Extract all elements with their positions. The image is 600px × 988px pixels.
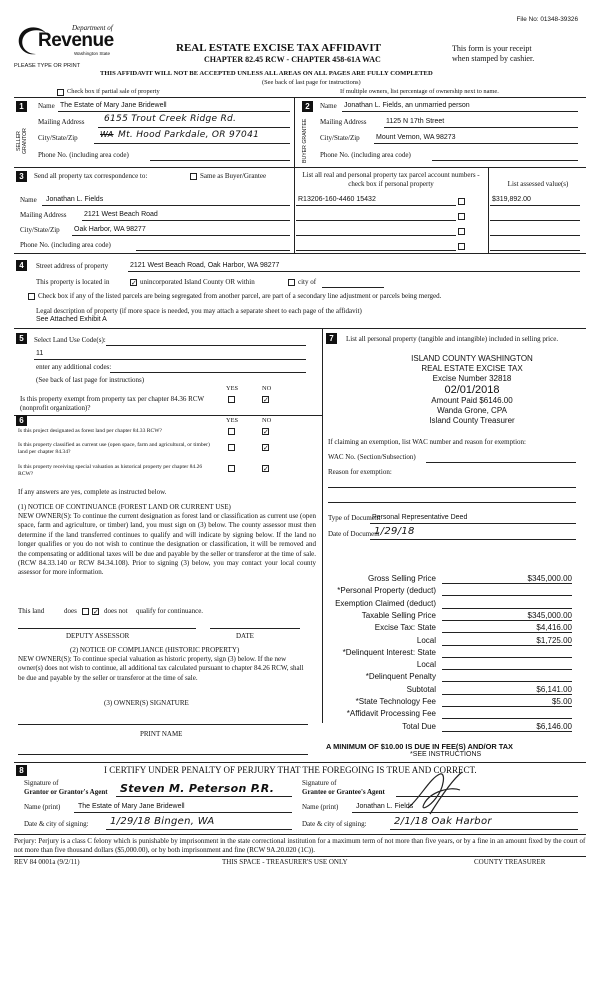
- property-street-address[interactable]: 2121 West Beach Road, Oak Harbor, WA 98277: [130, 262, 280, 269]
- section-7-badge: 7: [326, 333, 337, 344]
- financial-row-label: *Personal Property (deduct): [337, 586, 436, 596]
- financial-row-value[interactable]: [442, 660, 572, 670]
- buyer-address[interactable]: 1125 N 17th Street: [386, 118, 445, 125]
- financial-row: [320, 685, 576, 696]
- correspondence-address[interactable]: 2121 West Beach Road: [84, 211, 158, 218]
- current-use-no-checkbox[interactable]: ✓: [263, 444, 269, 452]
- financial-row-value[interactable]: $6,141.00: [442, 685, 572, 695]
- seller-city[interactable]: Mt. Hood Parkdale, OR 97041: [118, 130, 260, 140]
- section-8-badge: 8: [16, 765, 27, 776]
- financial-row-label: Gross Selling Price: [367, 574, 436, 583]
- notice-compliance-body: NEW OWNER(S): To continue special valuation as historic property, sign (3) below. If the new owner(s) does not wish to continue, all additional tax calculated pursuant to chapter 84.26 RCW, shall be due and payable by the seller or transferor at the time of sale.: [18, 655, 304, 682]
- parcel-4-personal-checkbox[interactable]: [458, 243, 465, 250]
- perjury-notice: Perjury: Perjury is a class C felony which is punishable by imprisonment in the state correctional institution for a maximum term of not more than five years, or by a fine in an amount fixed by the court of not more than five thousand dollars ($5,000.00), or by both imprisonment and fine (RCW 9A.20.020 (1C)).: [14, 837, 586, 854]
- section-1-badge: 1: [16, 101, 27, 112]
- financial-row: [320, 660, 576, 671]
- file-number: File No: 01348-39326: [516, 16, 578, 23]
- financial-row-label: Total Due: [402, 721, 436, 731]
- financial-row-value[interactable]: $5.00: [442, 697, 572, 707]
- historic-yes-checkbox[interactable]: [228, 465, 235, 472]
- parcel-2-personal-checkbox[interactable]: [458, 213, 465, 220]
- financial-row: [320, 722, 576, 733]
- historic-no-checkbox[interactable]: ✓: [263, 465, 269, 473]
- dor-logo: Department of Revenue Washington State: [14, 20, 124, 66]
- financial-row-value[interactable]: [442, 599, 572, 609]
- exempt-no-checkbox[interactable]: ✓: [263, 396, 269, 404]
- financial-row: [320, 586, 576, 597]
- warning-line: THIS AFFIDAVIT WILL NOT BE ACCEPTED UNLESS ALL AREAS ON ALL PAGES ARE FULLY COMPLETED: [100, 70, 433, 77]
- seller-grantor-label: SELLER GRANTOR: [16, 128, 28, 154]
- grantor-signature[interactable]: Steven M. Peterson P.R.: [120, 782, 275, 795]
- financial-row-value[interactable]: $6,146.00: [442, 722, 572, 732]
- notice-compliance-title: (2) NOTICE OF COMPLIANCE (HISTORIC PROPERTY): [70, 646, 240, 654]
- financial-row-value[interactable]: [442, 709, 572, 719]
- financial-row: [320, 611, 576, 622]
- correspondence-city[interactable]: Oak Harbor, WA 98277: [74, 226, 146, 233]
- certify-statement: I CERTIFY UNDER PENALTY OF PERJURY THAT THE FOREGOING IS TRUE AND CORRECT.: [104, 765, 477, 775]
- exempt-yes-checkbox[interactable]: [228, 396, 235, 403]
- financial-row: [320, 648, 576, 659]
- financial-row-value[interactable]: [442, 648, 572, 658]
- financial-row-value[interactable]: $345,000.00: [442, 611, 572, 621]
- does-not-qualify-checkbox[interactable]: ✓: [93, 608, 99, 616]
- buyer-name[interactable]: Jonathan L. Fields, an unmarried person: [344, 102, 470, 109]
- county-treasurer: COUNTY TREASURER: [474, 858, 546, 866]
- financial-row-value[interactable]: $345,000.00: [442, 574, 572, 584]
- financial-row: [320, 623, 576, 634]
- financial-row-value[interactable]: $1,725.00: [442, 636, 572, 646]
- financial-row: [320, 574, 576, 585]
- legal-description[interactable]: See Attached Exhibit A: [36, 316, 107, 323]
- form-subtitle: CHAPTER 82.45 RCW - CHAPTER 458-61A WAC: [204, 55, 381, 64]
- financial-row-label: Local: [416, 635, 436, 645]
- seller-city-struck: WA: [100, 130, 114, 139]
- form-title: REAL ESTATE EXCISE TAX AFFIDAVIT: [176, 42, 381, 54]
- form-number: REV 84 0001a (9/2/11): [14, 858, 80, 866]
- segregated-parcel-checkbox[interactable]: [28, 293, 35, 300]
- buyer-grantee-label: BUYER GRANTEE: [302, 118, 308, 164]
- financial-row-label: *Delinquent Penalty: [365, 672, 436, 682]
- tax-affidavit-page: File No: 01348-39326 Department of Revenue Washington State PLEASE TYPE OR PRINT REAL ESTATE EXCISE TAX AFFIDAVIT CHAPTER 82.45 RCW - CHAPTER 458-61A WAC This form is your receipt when stamped by cashier. THIS AFFIDAVIT WILL NOT BE ACCEPTED UNLESS ALL AREAS ON ALL PAGES ARE FULLY COMPLETED (See back of last page for instructions) Check box if partial sale of property If multiple owners, list percentage of ownership next to name. 1 SELLER GRANTOR Name The Estate of Mary Jane Bridewell Mailing Address 6155 Trout Creek Ridge Rd. City/State/Zip WA Mt. Hood Parkdale, OR 97041 Phone No. (including area code) 2 BUYER GRANTEE Name Jonathan L. Fields, an unmarried person Mailing Address 1125 N 17th Street City/State/Zip Mount Vernon, WA 98273 Phone No. (including area code) 3 Send all property tax correspondence to: Same as Buyer/Grantee List all real and personal property tax parcel account numbers - check box if personal property List assessed value(s) Name Jonathan L. Fields Mailing Address 2121 West Beach Road City/State/Zip Oak Harbor, WA 98277 Phone No. (including area code) R13206-160-4460 15432 $319,892.00 4 Street address of property 2121 West Beach Road, Oak Harbor, WA 98277 This property is located in ✓ unincorporated Island County OR within city of Check box if any of the listed parcels are being segregated from another parcel, are part of a secondary line adjustment or parcels being merged. Legal description of property (if more space is needed, you may attach a separate sheet to each page of the affidavit) See Attached Exhibit A 5 Select Land Use Code(s): 11 enter any additional codes: (See back of last page for instructions) YES NO Is this property exempt from property tax per chapter 84.36 RCW (nonprofit organization)? ✓ 6 YES NO Is this project designated as forest land per chapter 84.33 RCW? ✓ Is this property classified as current use (open space, farm and agricultural, or timber) land per chapter 84.34? ✓ Is this property receiving special valuation as historical property per chapter 84.26 RCW? ✓ If any answers are yes, complete as instructed below. (1) NOTICE OF CONTINUANCE (FOREST LAND OR CURRENT USE) NEW OWNER(S): To continue the current designation as forest land or classification as current use (open space, farm and agriculture, or timber) land, you must sign on (3) below. The county assessor must then determine if the land transferred continues to qualify and will indicate by signing below. If the land no longer qualifies or you do not wish to continue the designation or classification, it will be removed and the compensating or additional taxes will be due and payable by the seller or transferor at the time of sale. (RCW 84.33.140 or RCW 84.34.108). Prior to signing (3) below, you may contact your local county assessor for more information. This land does ✓ does not qualify for continuance. DEPUTY ASSESSOR DATE (2) NOTICE OF COMPLIANCE (HISTORIC PROPERTY) NEW OWNER(S): To continue special valuation as historic property, sign (3) below. If the new owner(s) does not wish to continue, all additional tax calculated pursuant to chapter 84.26 RCW, shall be due and payable by the seller or transferor at the time of sale. (3) OWNER(S) SIGNATURE PRINT NAME 7 List all personal property (tangible and intangible) included in selling price. ISLAND COUNTY WASHINGTON REAL ESTATE EXCISE TAX Excise Number 32818 02/01/2018 Amount Paid $6146.00 Wanda Grone, CPA Island County Treasurer If claiming an exemption, list WAC number and reason for exemption: WAC No. (Section/Subsection) Reason for exemption: Type of Document Personal Representative Deed Date of Document 1/29/18 Gross Selling Price $345,000.00 *Personal Property (deduct) Exemption Claimed (deduct) Taxable Selling Price $345,000.00 Excise Tax: State $4,416.00 Local $1,725.00 *Delinquent Interest: State Local *Delinquent Penalty Subtotal $6,141.00 *State Technology Fee $5.00 *Affidavit Processing Fee Total Due $6,146.00 A MINIMUM OF $10.00 IS DUE IN FEE(S) AND/OR TAX *SEE INSTRUCTIONS 8 I CERTIFY UNDER PENALTY OF PERJURY THAT THE FOREGOING IS TRUE AND CORRECT. Signature of Grantor or Grantor's Agent Steven M. Peterson P.R. Signature of Grantee or Grantee's Agent Name (print) The Estate of Mary Jane Bridewell Name (print) Jonathan L. Fields Date & city of signing: 1/29/18 Bingen, WA Date & city of signing: 2/1/18 Oak Harbor Perjury: Perjury is a class C felony which is punishable by imprisonment in the state correctional institution for a maximum term of not more than five years, or by a fine in an amount fixed by the court of not more than five thousand dollars ($5,000.00), or by both imprisonment and fine (RCW 9A.20.020 (1C)). REV 84 0001a (9/2/11) THIS SPACE - TREASURER'S USE ONLY COUNTY TREASURER: [0, 0, 600, 988]
- grantor-name-print[interactable]: The Estate of Mary Jane Bridewell: [78, 803, 185, 810]
- grantee-signature-scribble-icon[interactable]: [400, 768, 470, 818]
- notice-continuance-body: NEW OWNER(S): To continue the current designation as forest land or classification as current use (open space, farm and agriculture, or timber) land, you must sign on (3) below. The county assessor must then determine if the land transferred continues to qualify and will indicate by signing below. If the land no longer qualifies or you do not wish to continue the designation or classification, it will be removed and the compensating or additional taxes will be due and payable by the seller or transferor at the time of sale. (RCW 84.33.140 or RCW 84.34.108). Prior to signing (3) below, you may contact your local county assessor for more information.: [18, 512, 316, 577]
- same-as-buyer-checkbox[interactable]: [190, 173, 197, 180]
- notice-continuance-title: (1) NOTICE OF CONTINUANCE (FOREST LAND OR CURRENT USE): [18, 503, 231, 511]
- grantee-name-print[interactable]: Jonathan L. Fields: [356, 803, 414, 810]
- correspondence-name[interactable]: Jonathan L. Fields: [46, 196, 104, 203]
- unincorporated-checkbox[interactable]: ✓: [131, 279, 137, 287]
- grantor-date-city[interactable]: 1/29/18 Bingen, WA: [110, 816, 215, 827]
- financial-row-label: *Delinquent Interest: State: [342, 647, 436, 657]
- financial-row-label: *State Technology Fee: [355, 697, 436, 706]
- financial-row: [320, 599, 576, 610]
- section-2-badge: 2: [302, 101, 313, 112]
- treasurer-use-only: THIS SPACE - TREASURER'S USE ONLY: [222, 858, 348, 866]
- forest-land-no-checkbox[interactable]: ✓: [263, 428, 269, 436]
- grantee-date-city[interactable]: 2/1/18 Oak Harbor: [394, 816, 492, 827]
- document-type[interactable]: Personal Representative Deed: [372, 514, 468, 521]
- buyer-city[interactable]: Mount Vernon, WA 98273: [376, 134, 456, 141]
- section-5-badge: 5: [16, 333, 27, 344]
- current-use-yes-checkbox[interactable]: [228, 444, 235, 451]
- parcel-1-personal-checkbox[interactable]: [458, 198, 465, 205]
- parcel-number-1[interactable]: R13206-160-4460 15432: [298, 196, 376, 203]
- partial-sale-checkbox[interactable]: [57, 89, 64, 96]
- financial-row: [320, 709, 576, 720]
- financial-row-label: Taxable Selling Price: [361, 610, 436, 620]
- financial-row-value[interactable]: [442, 672, 572, 682]
- city-of-checkbox[interactable]: [288, 279, 295, 286]
- financial-row-value[interactable]: [442, 586, 572, 596]
- section-4-badge: 4: [16, 260, 27, 271]
- seller-address[interactable]: 6155 Trout Creek Ridge Rd.: [104, 114, 237, 124]
- financial-row: [320, 697, 576, 708]
- financial-row-label: Local: [416, 660, 436, 670]
- type-or-print: PLEASE TYPE OR PRINT: [14, 63, 81, 69]
- section-3-badge: 3: [16, 171, 27, 182]
- seller-name[interactable]: The Estate of Mary Jane Bridewell: [60, 102, 167, 109]
- financial-row: [320, 672, 576, 683]
- financial-row-value[interactable]: $4,416.00: [442, 623, 572, 633]
- parcel-3-personal-checkbox[interactable]: [458, 228, 465, 235]
- financial-row-label: Exemption Claimed (deduct): [335, 598, 436, 608]
- financial-row-label: Subtotal: [406, 684, 436, 694]
- treasurer-stamp: ISLAND COUNTY WASHINGTON REAL ESTATE EXCISE TAX Excise Number 32818 02/01/2018 Amount Paid $6146.00 Wanda Grone, CPA Island County Treasurer: [411, 354, 533, 425]
- assessed-value-1[interactable]: $319,892.00: [492, 196, 531, 203]
- minimum-fee-note: A MINIMUM OF $10.00 IS DUE IN FEE(S) AND/OR TAX: [326, 742, 513, 751]
- document-date[interactable]: 1/29/18: [374, 526, 415, 537]
- section-6-badge: 6: [16, 415, 27, 426]
- financial-row-label: Excise Tax: State: [374, 623, 436, 633]
- financial-row-label: *Affidavit Processing Fee: [346, 709, 436, 719]
- financial-row: [320, 636, 576, 647]
- does-qualify-checkbox[interactable]: [82, 608, 89, 615]
- land-use-code[interactable]: 11: [36, 350, 44, 357]
- forest-land-yes-checkbox[interactable]: [228, 428, 235, 435]
